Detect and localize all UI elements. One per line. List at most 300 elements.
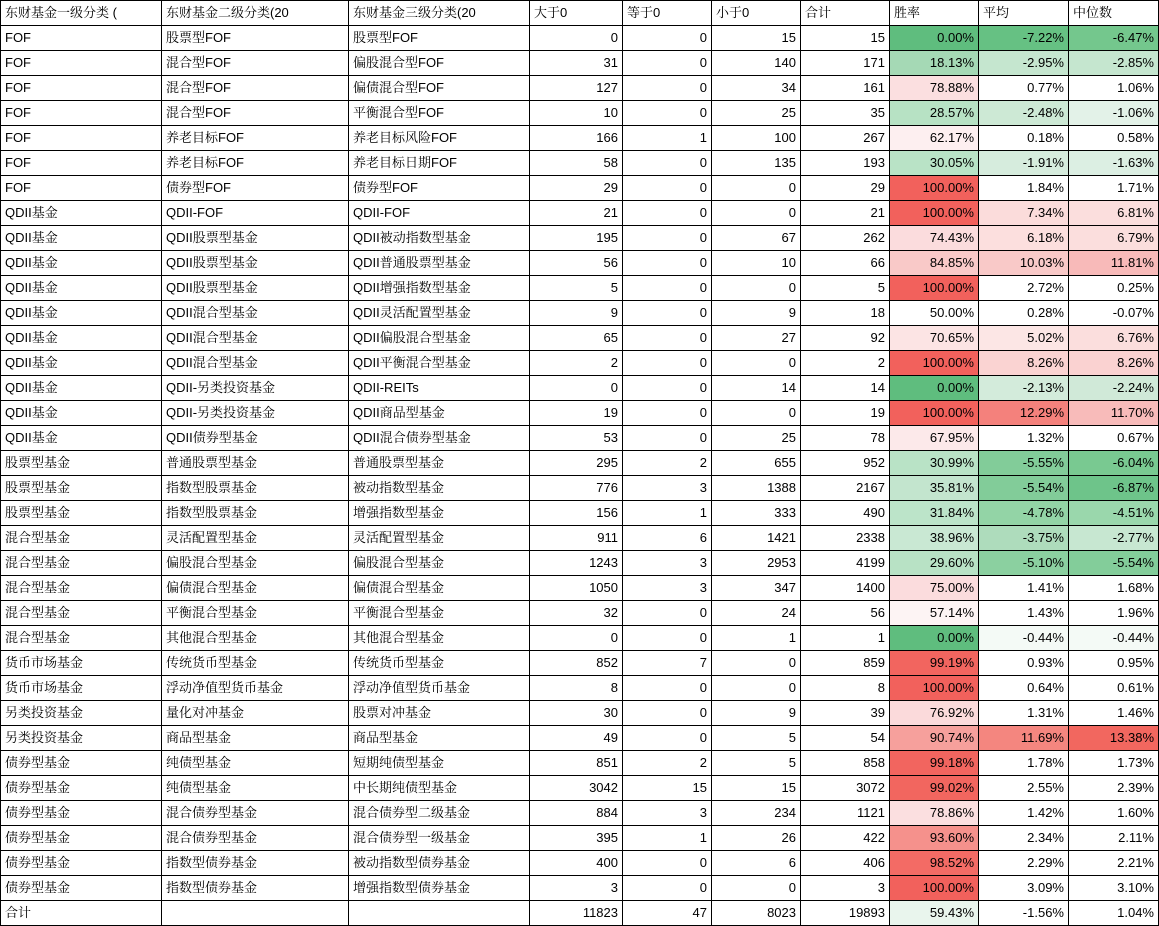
cell-equal-zero: 0	[623, 601, 712, 626]
cell-win-rate: 100.00%	[890, 401, 979, 426]
cell-median: 0.61%	[1069, 676, 1159, 701]
table-row	[1, 76, 1159, 101]
cell-total: 161	[801, 76, 890, 101]
table-row	[1, 526, 1159, 551]
column-header-total[interactable]: 合计	[801, 1, 890, 26]
cell-win-rate: 93.60%	[890, 826, 979, 851]
cell-less-than-zero: 135	[712, 151, 801, 176]
cell-secondary-category: QDII股票型基金	[162, 251, 349, 276]
cell-median: 3.10%	[1069, 876, 1159, 901]
cell-win-rate: 35.81%	[890, 476, 979, 501]
total-cell-total: 19893	[801, 901, 890, 926]
cell-average: -3.75%	[979, 526, 1069, 551]
cell-win-rate: 30.05%	[890, 151, 979, 176]
total-cell-win-rate: 59.43%	[890, 901, 979, 926]
cell-total: 490	[801, 501, 890, 526]
cell-tertiary-category: 平衡混合型FOF	[349, 101, 530, 126]
cell-equal-zero: 0	[623, 76, 712, 101]
cell-secondary-category: QDII-FOF	[162, 201, 349, 226]
cell-secondary-category: 纯债型基金	[162, 776, 349, 801]
cell-less-than-zero: 0	[712, 676, 801, 701]
cell-tertiary-category: QDII灵活配置型基金	[349, 301, 530, 326]
cell-greater-than-zero: 0	[530, 26, 623, 51]
column-header-win-rate[interactable]: 胜率	[890, 1, 979, 26]
total-cell-secondary-category	[162, 901, 349, 926]
cell-greater-than-zero: 5	[530, 276, 623, 301]
cell-median: 6.76%	[1069, 326, 1159, 351]
cell-primary-category: 债券型基金	[1, 851, 162, 876]
cell-average: 1.84%	[979, 176, 1069, 201]
cell-secondary-category: 平衡混合型基金	[162, 601, 349, 626]
table-row	[1, 601, 1159, 626]
cell-total: 92	[801, 326, 890, 351]
total-cell-less-than-zero: 8023	[712, 901, 801, 926]
cell-total: 859	[801, 651, 890, 676]
cell-less-than-zero: 9	[712, 301, 801, 326]
cell-median: 2.21%	[1069, 851, 1159, 876]
table-row	[1, 176, 1159, 201]
cell-tertiary-category: 增强指数型债券基金	[349, 876, 530, 901]
cell-equal-zero: 0	[623, 51, 712, 76]
cell-greater-than-zero: 395	[530, 826, 623, 851]
cell-primary-category: 货币市场基金	[1, 676, 162, 701]
cell-average: 0.18%	[979, 126, 1069, 151]
cell-median: 0.67%	[1069, 426, 1159, 451]
cell-secondary-category: 浮动净值型货币基金	[162, 676, 349, 701]
column-header-greater-than-zero[interactable]: 大于0	[530, 1, 623, 26]
cell-median: 0.25%	[1069, 276, 1159, 301]
cell-equal-zero: 0	[623, 701, 712, 726]
cell-average: 0.93%	[979, 651, 1069, 676]
cell-total: 1	[801, 626, 890, 651]
cell-greater-than-zero: 9	[530, 301, 623, 326]
cell-greater-than-zero: 400	[530, 851, 623, 876]
cell-win-rate: 100.00%	[890, 176, 979, 201]
cell-average: -5.55%	[979, 451, 1069, 476]
cell-win-rate: 90.74%	[890, 726, 979, 751]
cell-equal-zero: 0	[623, 226, 712, 251]
cell-median: 2.11%	[1069, 826, 1159, 851]
cell-win-rate: 18.13%	[890, 51, 979, 76]
cell-equal-zero: 15	[623, 776, 712, 801]
total-cell-average: -1.56%	[979, 901, 1069, 926]
cell-total: 1121	[801, 801, 890, 826]
cell-secondary-category: 量化对冲基金	[162, 701, 349, 726]
table-row	[1, 226, 1159, 251]
cell-median: 6.79%	[1069, 226, 1159, 251]
cell-total: 14	[801, 376, 890, 401]
cell-median: -1.06%	[1069, 101, 1159, 126]
cell-win-rate: 57.14%	[890, 601, 979, 626]
cell-win-rate: 76.92%	[890, 701, 979, 726]
table-row	[1, 476, 1159, 501]
cell-tertiary-category: 普通股票型基金	[349, 451, 530, 476]
cell-secondary-category: QDII混合型基金	[162, 301, 349, 326]
cell-total: 29	[801, 176, 890, 201]
cell-average: 5.02%	[979, 326, 1069, 351]
cell-primary-category: FOF	[1, 126, 162, 151]
cell-average: 1.42%	[979, 801, 1069, 826]
cell-total: 21	[801, 201, 890, 226]
cell-equal-zero: 0	[623, 876, 712, 901]
cell-win-rate: 62.17%	[890, 126, 979, 151]
cell-total: 56	[801, 601, 890, 626]
cell-tertiary-category: 股票对冲基金	[349, 701, 530, 726]
cell-median: 1.71%	[1069, 176, 1159, 201]
cell-primary-category: QDII基金	[1, 301, 162, 326]
cell-primary-category: FOF	[1, 76, 162, 101]
cell-primary-category: FOF	[1, 26, 162, 51]
cell-equal-zero: 2	[623, 751, 712, 776]
cell-tertiary-category: QDII-FOF	[349, 201, 530, 226]
cell-win-rate: 84.85%	[890, 251, 979, 276]
cell-median: 1.06%	[1069, 76, 1159, 101]
cell-less-than-zero: 234	[712, 801, 801, 826]
cell-median: 0.58%	[1069, 126, 1159, 151]
cell-primary-category: QDII基金	[1, 276, 162, 301]
cell-secondary-category: QDII混合型基金	[162, 351, 349, 376]
cell-secondary-category: 纯债型基金	[162, 751, 349, 776]
cell-greater-than-zero: 58	[530, 151, 623, 176]
cell-equal-zero: 0	[623, 151, 712, 176]
cell-win-rate: 67.95%	[890, 426, 979, 451]
table-row	[1, 301, 1159, 326]
cell-equal-zero: 6	[623, 526, 712, 551]
cell-greater-than-zero: 19	[530, 401, 623, 426]
cell-median: -0.07%	[1069, 301, 1159, 326]
cell-average: 2.29%	[979, 851, 1069, 876]
table-row	[1, 551, 1159, 576]
cell-secondary-category: 商品型基金	[162, 726, 349, 751]
cell-average: 11.69%	[979, 726, 1069, 751]
cell-primary-category: QDII基金	[1, 226, 162, 251]
cell-primary-category: FOF	[1, 51, 162, 76]
cell-median: 6.81%	[1069, 201, 1159, 226]
cell-secondary-category: 混合债券型基金	[162, 826, 349, 851]
cell-tertiary-category: 其他混合型基金	[349, 626, 530, 651]
cell-average: -5.10%	[979, 551, 1069, 576]
cell-equal-zero: 1	[623, 126, 712, 151]
cell-median: -0.44%	[1069, 626, 1159, 651]
cell-average: -2.48%	[979, 101, 1069, 126]
cell-average: 1.78%	[979, 751, 1069, 776]
cell-tertiary-category: 混合债券型一级基金	[349, 826, 530, 851]
cell-greater-than-zero: 1243	[530, 551, 623, 576]
cell-less-than-zero: 25	[712, 426, 801, 451]
cell-greater-than-zero: 3042	[530, 776, 623, 801]
cell-primary-category: 债券型基金	[1, 801, 162, 826]
cell-average: 3.09%	[979, 876, 1069, 901]
table-row	[1, 801, 1159, 826]
cell-win-rate: 99.19%	[890, 651, 979, 676]
cell-total: 78	[801, 426, 890, 451]
cell-equal-zero: 0	[623, 326, 712, 351]
cell-secondary-category: QDII股票型基金	[162, 226, 349, 251]
cell-primary-category: FOF	[1, 176, 162, 201]
cell-less-than-zero: 1421	[712, 526, 801, 551]
total-cell-equal-zero: 47	[623, 901, 712, 926]
cell-equal-zero: 7	[623, 651, 712, 676]
cell-win-rate: 100.00%	[890, 201, 979, 226]
cell-median: -4.51%	[1069, 501, 1159, 526]
table-row	[1, 751, 1159, 776]
cell-greater-than-zero: 852	[530, 651, 623, 676]
cell-total: 8	[801, 676, 890, 701]
cell-total: 3	[801, 876, 890, 901]
table-total-row	[1, 901, 1159, 926]
table-row	[1, 576, 1159, 601]
cell-win-rate: 30.99%	[890, 451, 979, 476]
cell-average: 1.31%	[979, 701, 1069, 726]
cell-average: -5.54%	[979, 476, 1069, 501]
cell-greater-than-zero: 31	[530, 51, 623, 76]
cell-tertiary-category: 股票型FOF	[349, 26, 530, 51]
cell-tertiary-category: 增强指数型基金	[349, 501, 530, 526]
cell-median: 13.38%	[1069, 726, 1159, 751]
cell-primary-category: QDII基金	[1, 251, 162, 276]
cell-median: 8.26%	[1069, 351, 1159, 376]
cell-average: -1.91%	[979, 151, 1069, 176]
cell-tertiary-category: 混合债券型二级基金	[349, 801, 530, 826]
cell-primary-category: QDII基金	[1, 401, 162, 426]
column-header-secondary-category[interactable]: 东财基金二级分类(20	[162, 1, 349, 26]
cell-tertiary-category: 债券型FOF	[349, 176, 530, 201]
table-row	[1, 676, 1159, 701]
cell-secondary-category: 传统货币型基金	[162, 651, 349, 676]
cell-greater-than-zero: 1050	[530, 576, 623, 601]
cell-win-rate: 29.60%	[890, 551, 979, 576]
cell-equal-zero: 0	[623, 376, 712, 401]
cell-tertiary-category: QDII普通股票型基金	[349, 251, 530, 276]
cell-greater-than-zero: 156	[530, 501, 623, 526]
cell-average: 0.64%	[979, 676, 1069, 701]
column-header-less-than-zero[interactable]: 小于0	[712, 1, 801, 26]
cell-equal-zero: 0	[623, 101, 712, 126]
cell-total: 2338	[801, 526, 890, 551]
cell-greater-than-zero: 884	[530, 801, 623, 826]
cell-secondary-category: 混合债券型基金	[162, 801, 349, 826]
cell-less-than-zero: 25	[712, 101, 801, 126]
cell-median: -1.63%	[1069, 151, 1159, 176]
cell-primary-category: 股票型基金	[1, 501, 162, 526]
cell-average: 6.18%	[979, 226, 1069, 251]
cell-primary-category: 债券型基金	[1, 876, 162, 901]
cell-median: -2.77%	[1069, 526, 1159, 551]
table-row	[1, 451, 1159, 476]
cell-greater-than-zero: 0	[530, 376, 623, 401]
cell-average: -0.44%	[979, 626, 1069, 651]
cell-total: 1400	[801, 576, 890, 601]
cell-win-rate: 0.00%	[890, 26, 979, 51]
cell-secondary-category: 股票型FOF	[162, 26, 349, 51]
cell-tertiary-category: 偏债混合型基金	[349, 576, 530, 601]
cell-secondary-category: QDII-另类投资基金	[162, 376, 349, 401]
cell-greater-than-zero: 10	[530, 101, 623, 126]
table-row	[1, 376, 1159, 401]
cell-less-than-zero: 0	[712, 401, 801, 426]
cell-equal-zero: 1	[623, 501, 712, 526]
cell-primary-category: QDII基金	[1, 426, 162, 451]
cell-win-rate: 70.65%	[890, 326, 979, 351]
cell-median: -6.04%	[1069, 451, 1159, 476]
cell-total: 858	[801, 751, 890, 776]
cell-secondary-category: 偏股混合型基金	[162, 551, 349, 576]
cell-median: 1.96%	[1069, 601, 1159, 626]
cell-average: 1.32%	[979, 426, 1069, 451]
column-header-tertiary-category[interactable]: 东财基金三级分类(20	[349, 1, 530, 26]
cell-less-than-zero: 5	[712, 751, 801, 776]
table-row	[1, 276, 1159, 301]
cell-tertiary-category: 养老目标日期FOF	[349, 151, 530, 176]
cell-tertiary-category: QDII混合债券型基金	[349, 426, 530, 451]
cell-greater-than-zero: 776	[530, 476, 623, 501]
cell-total: 19	[801, 401, 890, 426]
cell-less-than-zero: 0	[712, 276, 801, 301]
table-row	[1, 876, 1159, 901]
cell-secondary-category: 指数型股票基金	[162, 501, 349, 526]
cell-tertiary-category: 商品型基金	[349, 726, 530, 751]
cell-primary-category: 债券型基金	[1, 751, 162, 776]
cell-primary-category: 混合型基金	[1, 576, 162, 601]
cell-tertiary-category: 传统货币型基金	[349, 651, 530, 676]
cell-median: 1.60%	[1069, 801, 1159, 826]
cell-less-than-zero: 26	[712, 826, 801, 851]
cell-secondary-category: 养老目标FOF	[162, 151, 349, 176]
cell-median: -2.24%	[1069, 376, 1159, 401]
cell-average: 8.26%	[979, 351, 1069, 376]
cell-win-rate: 100.00%	[890, 351, 979, 376]
cell-less-than-zero: 0	[712, 176, 801, 201]
cell-primary-category: QDII基金	[1, 351, 162, 376]
cell-win-rate: 78.88%	[890, 76, 979, 101]
cell-equal-zero: 0	[623, 351, 712, 376]
cell-less-than-zero: 10	[712, 251, 801, 276]
cell-secondary-category: 灵活配置型基金	[162, 526, 349, 551]
cell-primary-category: 货币市场基金	[1, 651, 162, 676]
cell-less-than-zero: 14	[712, 376, 801, 401]
cell-median: -2.85%	[1069, 51, 1159, 76]
cell-equal-zero: 0	[623, 26, 712, 51]
cell-primary-category: FOF	[1, 151, 162, 176]
cell-tertiary-category: QDII-REITs	[349, 376, 530, 401]
table-row	[1, 776, 1159, 801]
cell-average: -2.13%	[979, 376, 1069, 401]
cell-greater-than-zero: 65	[530, 326, 623, 351]
cell-secondary-category: QDII股票型基金	[162, 276, 349, 301]
cell-equal-zero: 0	[623, 401, 712, 426]
cell-less-than-zero: 0	[712, 201, 801, 226]
cell-secondary-category: 混合型FOF	[162, 51, 349, 76]
cell-tertiary-category: 被动指数型债券基金	[349, 851, 530, 876]
cell-equal-zero: 3	[623, 576, 712, 601]
cell-greater-than-zero: 195	[530, 226, 623, 251]
cell-total: 66	[801, 251, 890, 276]
cell-tertiary-category: 养老目标风险FOF	[349, 126, 530, 151]
column-header-median[interactable]: 中位数	[1069, 1, 1159, 26]
cell-primary-category: 另类投资基金	[1, 726, 162, 751]
cell-total: 952	[801, 451, 890, 476]
cell-secondary-category: 养老目标FOF	[162, 126, 349, 151]
cell-less-than-zero: 67	[712, 226, 801, 251]
cell-greater-than-zero: 21	[530, 201, 623, 226]
cell-tertiary-category: QDII增强指数型基金	[349, 276, 530, 301]
cell-equal-zero: 0	[623, 426, 712, 451]
cell-tertiary-category: 被动指数型基金	[349, 476, 530, 501]
cell-primary-category: QDII基金	[1, 201, 162, 226]
cell-primary-category: 混合型基金	[1, 526, 162, 551]
cell-equal-zero: 3	[623, 551, 712, 576]
cell-win-rate: 74.43%	[890, 226, 979, 251]
table-row	[1, 126, 1159, 151]
cell-average: 1.41%	[979, 576, 1069, 601]
cell-average: 7.34%	[979, 201, 1069, 226]
cell-equal-zero: 0	[623, 301, 712, 326]
table-row	[1, 826, 1159, 851]
cell-tertiary-category: QDII偏股混合型基金	[349, 326, 530, 351]
cell-median: 1.46%	[1069, 701, 1159, 726]
column-header-equal-zero[interactable]: 等于0	[623, 1, 712, 26]
total-cell-median: 1.04%	[1069, 901, 1159, 926]
cell-tertiary-category: QDII平衡混合型基金	[349, 351, 530, 376]
cell-median: 11.81%	[1069, 251, 1159, 276]
cell-total: 15	[801, 26, 890, 51]
cell-tertiary-category: 平衡混合型基金	[349, 601, 530, 626]
cell-win-rate: 28.57%	[890, 101, 979, 126]
table-row	[1, 701, 1159, 726]
cell-less-than-zero: 347	[712, 576, 801, 601]
cell-less-than-zero: 2953	[712, 551, 801, 576]
cell-less-than-zero: 27	[712, 326, 801, 351]
table-header	[1, 1, 1159, 26]
column-header-average[interactable]: 平均	[979, 1, 1069, 26]
cell-less-than-zero: 0	[712, 876, 801, 901]
cell-primary-category: 混合型基金	[1, 551, 162, 576]
cell-tertiary-category: QDII商品型基金	[349, 401, 530, 426]
cell-win-rate: 31.84%	[890, 501, 979, 526]
cell-total: 18	[801, 301, 890, 326]
column-header-primary-category[interactable]: 东财基金一级分类 (	[1, 1, 162, 26]
cell-tertiary-category: 短期纯债型基金	[349, 751, 530, 776]
cell-total: 171	[801, 51, 890, 76]
header-row	[1, 1, 1159, 26]
table-row	[1, 401, 1159, 426]
cell-total: 406	[801, 851, 890, 876]
cell-equal-zero: 0	[623, 626, 712, 651]
cell-secondary-category: 指数型债券基金	[162, 876, 349, 901]
cell-median: 1.73%	[1069, 751, 1159, 776]
cell-win-rate: 99.02%	[890, 776, 979, 801]
cell-greater-than-zero: 29	[530, 176, 623, 201]
cell-secondary-category: QDII混合型基金	[162, 326, 349, 351]
cell-total: 422	[801, 826, 890, 851]
total-cell-tertiary-category	[349, 901, 530, 926]
cell-less-than-zero: 140	[712, 51, 801, 76]
cell-greater-than-zero: 53	[530, 426, 623, 451]
cell-primary-category: 股票型基金	[1, 451, 162, 476]
cell-tertiary-category: 灵活配置型基金	[349, 526, 530, 551]
cell-median: 2.39%	[1069, 776, 1159, 801]
total-cell-primary-category: 合计	[1, 901, 162, 926]
cell-less-than-zero: 9	[712, 701, 801, 726]
cell-less-than-zero: 1	[712, 626, 801, 651]
cell-greater-than-zero: 295	[530, 451, 623, 476]
cell-secondary-category: 债券型FOF	[162, 176, 349, 201]
cell-primary-category: QDII基金	[1, 376, 162, 401]
cell-average: 0.28%	[979, 301, 1069, 326]
cell-total: 54	[801, 726, 890, 751]
cell-median: -6.47%	[1069, 26, 1159, 51]
table-row	[1, 626, 1159, 651]
